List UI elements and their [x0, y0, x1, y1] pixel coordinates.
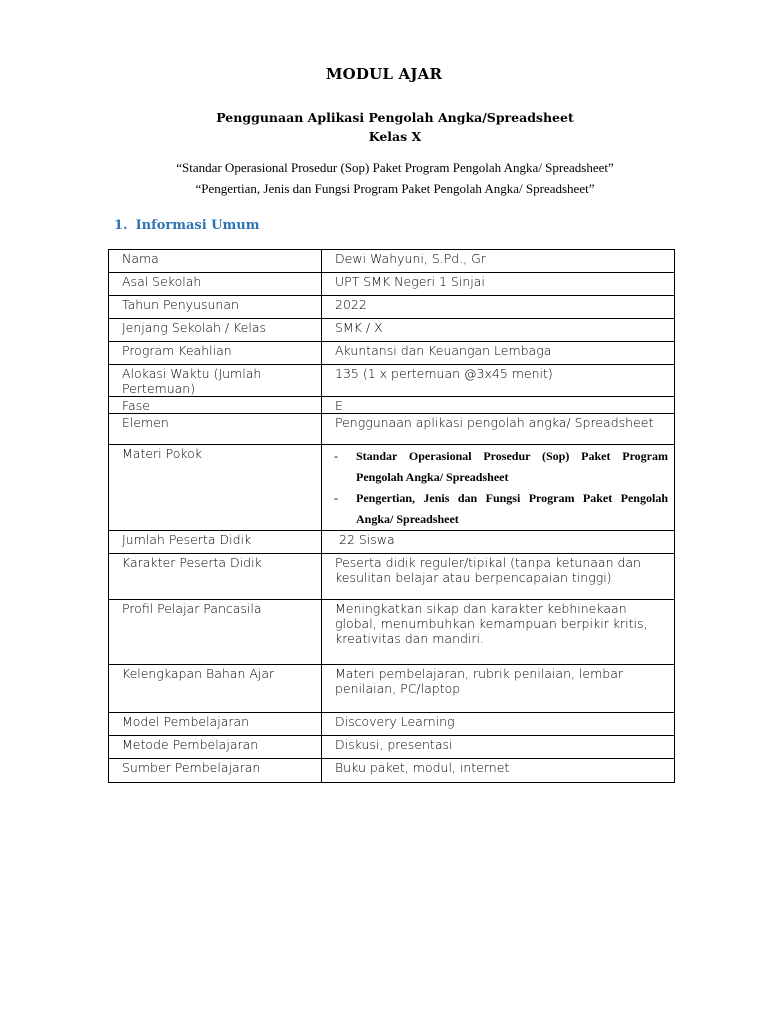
row-value: Akuntansi dan Keuangan Lembaga — [322, 342, 675, 365]
row-label: Jenjang Sekolah / Kelas — [109, 319, 322, 342]
row-label: Model Pembelajaran — [109, 713, 322, 736]
table-row — [109, 397, 675, 414]
table-row — [109, 759, 675, 783]
table-row — [109, 365, 675, 397]
row-label: Metode Pembelajaran — [109, 736, 322, 759]
row-value-line-1: Materi pembelajaran, rubrik penilaian, lembar — [335, 666, 624, 681]
section-title: Informasi Umum — [135, 218, 260, 233]
document-title: MODUL AJAR — [325, 65, 443, 83]
row-value: 22 Siswa — [322, 531, 675, 554]
row-value — [322, 665, 675, 713]
row-label: Nama — [109, 250, 322, 273]
row-value-line-2: penilaian, PC/laptop — [335, 681, 461, 696]
table-row — [109, 554, 675, 600]
subtitle — [0, 108, 768, 146]
table-row — [109, 273, 675, 296]
table-row — [109, 736, 675, 759]
row-value: SMK / X — [322, 319, 675, 342]
section-heading — [114, 218, 259, 233]
materi-list — [328, 446, 668, 530]
row-value — [322, 445, 675, 531]
row-label: Alokasi Waktu (Jumlah Pertemuan) — [109, 365, 322, 397]
table-row — [109, 250, 675, 273]
row-value: 2022 — [322, 296, 675, 319]
row-label: Karakter Peserta Didik — [109, 554, 322, 600]
table-row — [109, 296, 675, 319]
table-row — [109, 531, 675, 554]
table-row — [109, 600, 675, 665]
row-value: 135 (1 x pertemuan @3x45 menit) — [322, 365, 675, 397]
subtitle-line-2: Kelas X — [368, 129, 422, 144]
table-row — [109, 713, 675, 736]
row-label: Elemen — [109, 414, 322, 445]
row-label: Kelengkapan Bahan Ajar — [109, 665, 322, 713]
list-item: - Standar Operasional Prosedur (Sop) Paket Program Pengolah Angka/ Spreadsheet — [328, 446, 668, 488]
table-row — [109, 665, 675, 713]
row-label: Sumber Pembelajaran — [109, 759, 322, 783]
row-value: Dewi Wahyuni, S.Pd., Gr — [322, 250, 675, 273]
row-value: E — [322, 397, 675, 414]
row-label: Jumlah Peserta Didik — [109, 531, 322, 554]
section-number: 1. — [114, 218, 128, 233]
row-value: Diskusi, presentasi — [322, 736, 675, 759]
table-row — [109, 414, 675, 445]
row-value: Peserta didik reguler/tipikal (tanpa ketunaan dan kesulitan belajar atau berpencapaian tinggi) — [322, 554, 675, 600]
table-row — [109, 445, 675, 531]
info-table — [108, 249, 675, 783]
row-value: Meningkatkan sikap dan karakter kebhinekaan global, menumbuhkan kemampuan berpikir kritis, kreativitas dan mandiri. — [322, 600, 675, 665]
table-row — [109, 342, 675, 365]
row-label: Materi Pokok — [109, 445, 322, 531]
row-value: Penggunaan aplikasi pengolah angka/ Spreadsheet — [322, 414, 675, 445]
subtitle-line-1: Penggunaan Aplikasi Pengolah Angka/Spreadsheet — [216, 110, 574, 125]
row-value: UPT SMK Negeri 1 Sinjai — [322, 273, 675, 296]
row-label: Tahun Penyusunan — [109, 296, 322, 319]
row-value: Discovery Learning — [322, 713, 675, 736]
quote-1: “Standar Operasional Prosedur (Sop) Paket Program Pengolah Angka/ Spreadsheet” — [176, 160, 614, 175]
table-row — [109, 319, 675, 342]
row-label: Fase — [109, 397, 322, 414]
quote-2: “Pengertian, Jenis dan Fungsi Program Paket Pengolah Angka/ Spreadsheet” — [195, 181, 595, 196]
row-label: Asal Sekolah — [109, 273, 322, 296]
row-label: Program Keahlian — [109, 342, 322, 365]
list-item: - Pengertian, Jenis dan Fungsi Program Paket Pengolah Angka/ Spreadsheet — [328, 488, 668, 530]
row-value: Buku paket, modul, internet — [322, 759, 675, 783]
row-label: Profil Pelajar Pancasila — [109, 600, 322, 665]
